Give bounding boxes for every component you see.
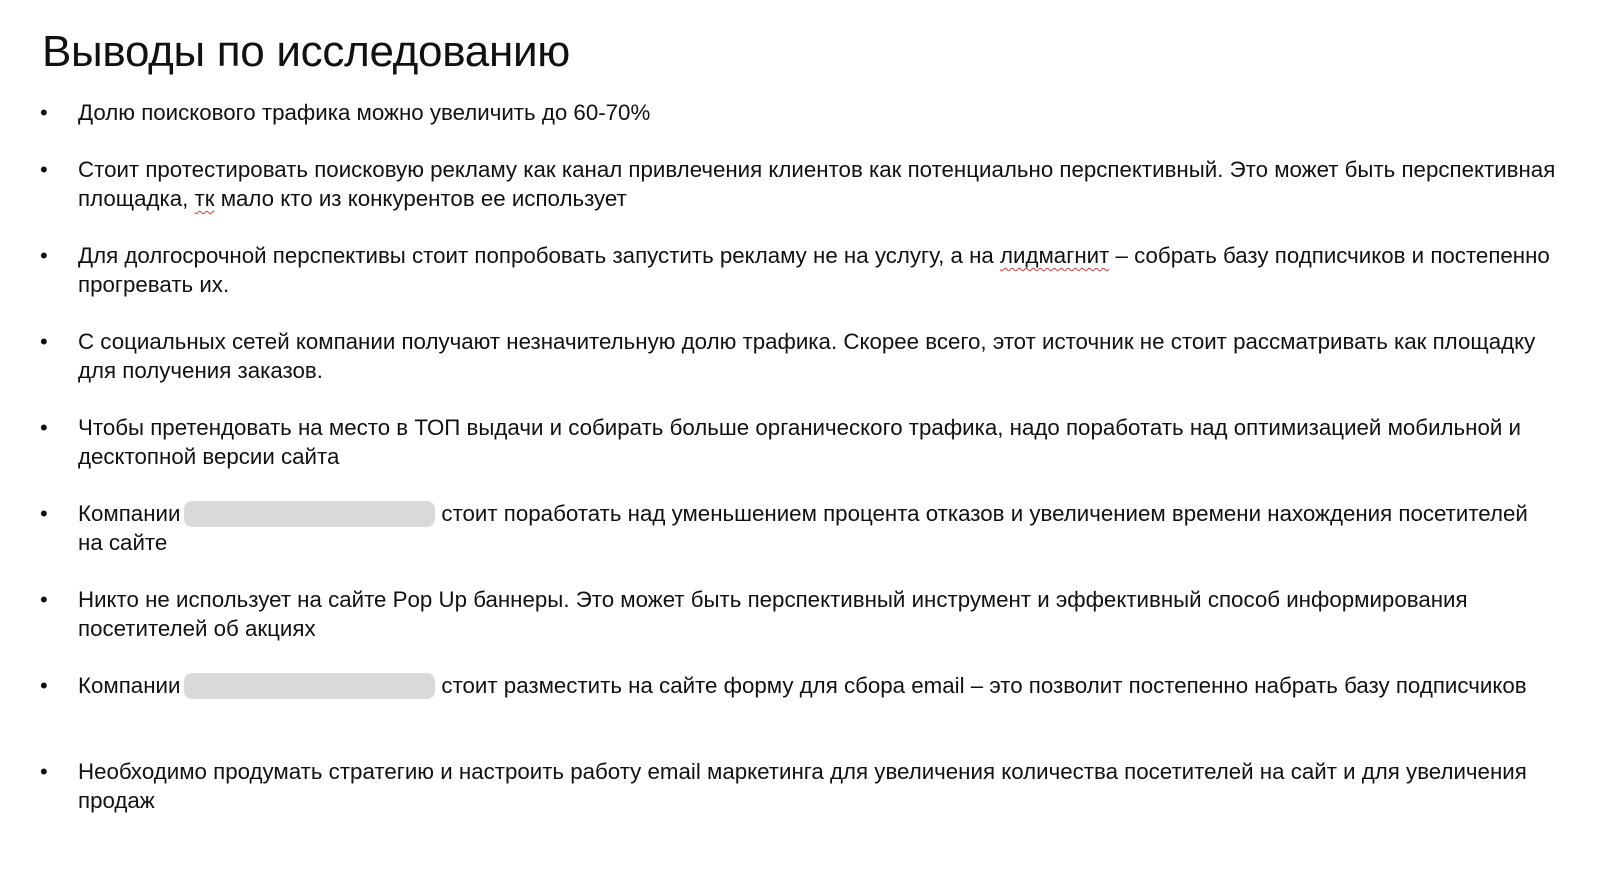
list-item-text-before: Компании xyxy=(78,501,181,526)
bullet-icon: • xyxy=(40,243,48,268)
bullet-icon: • xyxy=(40,329,48,354)
bullet-icon: • xyxy=(40,501,48,526)
list-item-text xyxy=(78,757,1558,815)
bullet-icon: • xyxy=(40,587,48,612)
list-item-text-content: Необходимо продумать стратегию и настроить работу email маркетинга для увеличения количества посетителей на сайт и для увеличения продаж xyxy=(78,759,1527,813)
list-item-text-after: мало кто из конкурентов ее использует xyxy=(214,186,627,211)
slide-title: Выводы по исследованию xyxy=(42,27,570,76)
list-item-text xyxy=(78,98,1558,127)
bullet-icon: • xyxy=(40,100,48,125)
list-item-text-content: Долю поискового трафика можно увеличить до 60-70% xyxy=(78,100,651,125)
list-item-text-before: Компании xyxy=(78,673,181,698)
list-item-text-content: Чтобы претендовать на место в ТОП выдачи и собирать больше органического трафика, надо поработать над оптимизацией мобильной и десктопной версии сайта xyxy=(78,415,1521,469)
redacted-company-name xyxy=(184,501,435,527)
list-item-text-after: – собрать базу подписчиков и постепенно прогревать их. xyxy=(78,243,1550,297)
bullet-icon: • xyxy=(40,157,48,182)
bullet-icon: • xyxy=(40,415,48,440)
list-item-text-before: Стоит протестировать поисковую рекламу как канал привлечения клиентов как потенциально перспективный. Это может быть перспективная площадка, xyxy=(78,157,1556,211)
list-item-text xyxy=(78,241,1558,299)
list-item-text xyxy=(78,327,1558,385)
list-item-text xyxy=(78,499,1558,557)
list-item-text xyxy=(78,155,1558,213)
misspelled-word: тк xyxy=(194,186,215,211)
list-item-text xyxy=(78,413,1558,471)
list-item-text xyxy=(78,671,1558,700)
list-item-text xyxy=(78,585,1558,643)
bullet-icon: • xyxy=(40,673,48,698)
list-item-text-content: С социальных сетей компании получают незначительную долю трафика. Скорее всего, этот источник не стоит рассматривать как площадку для получения заказов. xyxy=(78,329,1536,383)
list-item-text-before: Для долгосрочной перспективы стоит попробовать запустить рекламу не на услугу, а на xyxy=(78,243,1000,268)
list-item-text-content: Никто не использует на сайте Pop Up баннеры. Это может быть перспективный инструмент и эффективный способ информирования посетителей об акциях xyxy=(78,587,1468,641)
bullet-icon: • xyxy=(40,759,48,784)
redacted-company-name xyxy=(184,673,435,699)
list-item-text-after: стоит разместить на сайте форму для сбора email – это позволит постепенно набрать базу подписчиков xyxy=(441,673,1527,698)
list-item-text-after: стоит поработать над уменьшением процента отказов и увеличением времени нахождения посетителей на сайте xyxy=(78,501,1528,555)
misspelled-word: лидмагнит xyxy=(1000,243,1110,268)
